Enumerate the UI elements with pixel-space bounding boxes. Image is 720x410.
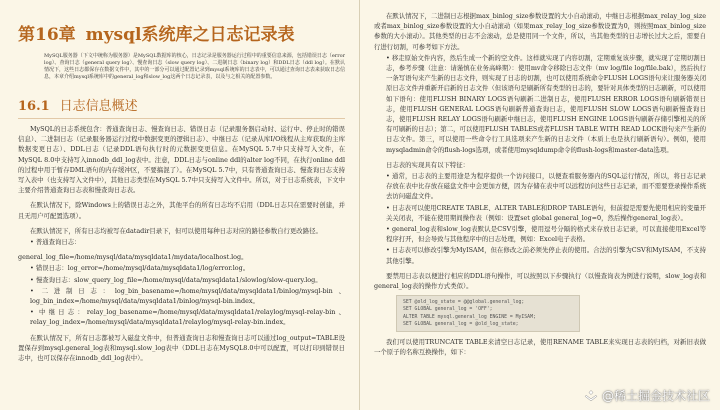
chapter-title: mysql系统库之日志记录表	[85, 25, 295, 45]
chapter-intro: MySQL服务器（下文中统称为服务器）是MySQL数据库的核心，日志记录是服务器运行过程中的重要信息来源，包括错误日志（error log）、查询日志（general query log）、慢查询日志（slow query log）、二进制日志（binary log）和DDL日志（ddl log）。在默认情况下，这些日志都保存在数据文件中，其中的一部分可以通过配置记录到mysql系统库的日志表中，可以通过查询日志表来获取日志信息，本章介绍mysql系统库中的general_log和slow_log这两个日志记录表，以及与之相关的配置参数。	[44, 53, 345, 80]
section-heading	[18, 95, 345, 119]
paragraph: 在默认情况下，所有日志均被写在datadir目录下，但可以使用每种日志对应的路径参数自行更改路径。	[30, 226, 322, 235]
bullet-item: • 日志表可以修改引擎为MyISAM，但在修改之前必须先停止表的使用。合法的引擎为CSV和MyISAM，不支持其他引擎。	[386, 245, 706, 265]
bullet-item: • 通常，日志表的主要用途是为程序提供一个访问接口，以便查看服务器内的SQL运行情况，所以，将日志记录存放在表中比存放在磁盘文件中会更加方便，因为存储在表中可以远程访问这些日志记录，而不需要登录操作系统去访问磁盘文件。	[386, 171, 706, 202]
watermark	[584, 387, 710, 404]
bullet-item: • 二进制日志：log_bin_basename=/home/mysql/data/mysqldata1/binlog/mysql-bin、log_bin_index=/home/mysql/data/mysqldata1/binlog/mysql-bin.index。	[30, 286, 345, 306]
bullet-item: • 错误日志：log_error=/home/mysql/data/mysqldata1/log/error.log。	[30, 263, 345, 273]
juejin-logo-icon	[584, 389, 598, 403]
paragraph: 要禁用日志表以便进行相应的DDL语句操作，可以按照以下步骤执行（以慢查询表为例进行说明，slow_log表和general_log表的操作方式类似）。	[374, 271, 706, 291]
paragraph: general_log_file=/home/mysql/data/mysqldata1/mydata/localhost.log。	[18, 253, 248, 262]
bullet-item: • 日志表可以使用CREATE TABLE、ALTER TABLE和DROP TABLE语句，但前提是需要先使用相应的变量开关关闭表，不能在使用期间操作表（例如：设置set global general_log=0，然后操作general_log表）。	[386, 203, 706, 223]
bullet-item: • 移走原始文件内容，然后生成一个新的空文件。这样就实现了内容切割，定期重复该步骤，就实现了定期切割日志，参考步骤（注意：请谨慎在业务高峰期）：使用mv命令移除日志文件（mv log/file log/file.bak），然后执行一条写语句来产生新的日志文件，则实现了日志的切割，也可以使用系统命令FLUSH LOGS语句来让服务器关闭原日志文件并重新开启新的日志文件（但该语句是刷新所有类型的日志的，要针对具体类型的日志刷新，可以使用如下语句：使用FLUSH BINARY LOGS语句刷新二进制日志，使用FLUSH ERROR LOGS语句刷新错误日志，使用FLUSH GENERAL LOGS语句刷新普通查询日志，使用FLUSH SLOW LOGS语句刷新慢查询日志，使用FLUSH RELAY LOGS语句刷新中继日志，使用FLUSH ENGINE LOGS语句刷新存储引擎相关的所有可刷新的日志）；第二，可以使用FLUSH TABLES或者FLUSH TABLE WITH READ LOCK语句来产生新的日志文件。第三，可以使用一些命令行工具选项来产生新的日志文件（本质上也是执行刷新语句）。例如，使用mysqladmin命令的flush-logs选项，或者使用mysqldump命令的flush-logs和master-data选项。	[386, 53, 706, 155]
watermark-text: @稀土掘金技术社区	[601, 389, 710, 403]
bullet-item: • general_log表和slow_log表默认是CSV引擎，使用逗号分隔的格式来存放日志记录，可以直接使用Excel等程序打开，但会导致与其他程序中的日志处理，例如：Excel电子表格。	[386, 224, 706, 244]
paragraph: 在默认情况下，所有日志都被写入磁盘文件中，但普通查询日志和慢查询日志可以通过log_output=TABLE设置保存到mysql.general_log表和mysql.slow_log表中（DDL日志在MySQL8.0中可以配置，可以打印到错误日志中，也可以保存在innodb_ddl_log表中）。	[18, 333, 345, 363]
chapter-heading	[18, 20, 345, 45]
right-page	[360, 0, 720, 410]
code-line: SET GLOBAL general_log = @old_log_state;	[403, 321, 519, 327]
code-block	[396, 295, 580, 332]
section-number: 16.1	[18, 99, 50, 114]
bullet-item: • 普通查询日志：	[30, 237, 345, 247]
section-title: 日志信息概述	[59, 99, 138, 114]
code-line: ALTER TABLE mysql.general_log ENGINE = MyISAM;	[403, 314, 536, 320]
bullet-item: • 中继日志：relay_log_basename=/home/mysql/data/mysqldata1/relaylog/mysql-relay-bin、relay_log_index=/home/mysql/data/mysqldata1/relaylog/mysql-relay-bin.index。	[30, 307, 345, 327]
paragraph: MySQL的日志系统包含：普通查询日志、慢查询日志、错误日志（记录服务器启动时、运行中、停止时的错误信息）、二进制日志（记录服务器运行过程中数据变更的逻辑日志）、中继日志（记录从库I/O线程从主库获取的主库数据变更日志）、DDL日志（记录DDL语句执行时的元数据变更信息。在MySQL 5.7中只支持写入文件，在MySQL 8.0中支持写入innodb_ddl_log表中。注意，DDL日志与online ddl的alter log不同，在执行online ddl的过程中用于暂存DML语句的内存缓冲区，不要搞混了）。在MySQL 5.7中，只有普通查询日志、慢查询日志支持写入表中（也支持写入文件中），其他日志类型在MySQL 5.7中只支持写入文件中。所以，对于日志系统表，下文中主要介绍普通查询日志表和慢查询日志表。	[18, 125, 345, 195]
code-line: SET @old_log_state = @@global.general_log;	[403, 300, 525, 306]
chapter-number: 第16章	[18, 25, 76, 45]
paragraph: 日志表的实现具有以下特征：	[386, 160, 470, 169]
code-line: SET GLOBAL general_log = 'OFF';	[403, 307, 493, 313]
bullet-item: • 慢查询日志：slow_query_log_file=/home/mysql/data/mysqldata1/slowlog/slow-query.log。	[30, 275, 345, 285]
paragraph: 我们可以使用TRUNCATE TABLE来清空日志记录，使用RENAME TABLE来实现日志表的归档，对新旧表做一个原子的名称互换操作，如下：	[374, 338, 706, 357]
paragraph: 在默认情况下，二进制日志根据max_binlog_size参数设置的大小自动滚动，中继日志根据max_relay_log_size或者max_binlog_size参数设置的大小自动滚动（如果max_relay_log_size参数设置为0，则按照max_binlog_size参数的大小滚动）。其他类型的日志不会滚动，总是使用同一个文件，所以，当其他类型的日志增长过大之后，需要自行进行切割，可参考如下方法。	[374, 12, 706, 51]
paragraph: 在默认情况下，除Windows上的错误日志之外，其他平台的所有日志均不启用（DDL日志只在需要时创建，并且无用户可配置选项）。	[18, 201, 345, 220]
